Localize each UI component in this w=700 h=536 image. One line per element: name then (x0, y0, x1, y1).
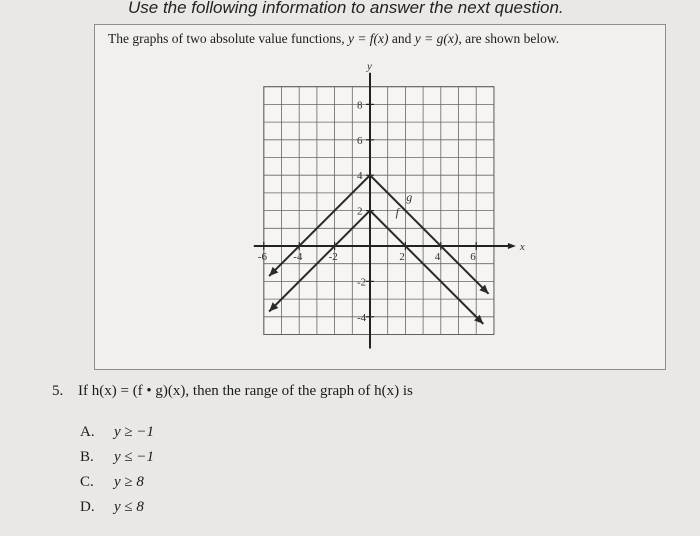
intro-pre: The graphs of two absolute value functions, (108, 31, 345, 46)
choice-a[interactable] (80, 420, 154, 445)
choice-text: y ≤ 8 (114, 499, 144, 515)
y-tick-label: 4 (357, 170, 363, 183)
x-tick-label: -4 (293, 251, 303, 263)
g-label: g (406, 189, 413, 204)
x-tick-label: -6 (257, 251, 267, 263)
choice-letter: C. (80, 474, 94, 490)
y-axis-label: y (367, 60, 372, 73)
intro-and: and (391, 31, 412, 46)
x-tick-label: -2 (328, 251, 338, 263)
f-equation: y = f(x) (347, 31, 389, 46)
choice-letter: D. (80, 499, 95, 515)
question-text: If h(x) = (f • g)(x), then the range of the graph of h(x) is (78, 383, 413, 399)
choice-c[interactable] (80, 470, 154, 495)
y-tick-label: -4 (357, 311, 367, 324)
instruction-header: Use the following information to answer the next question. (128, 0, 564, 17)
choice-d[interactable] (80, 495, 154, 520)
choice-text: y ≤ −1 (114, 449, 155, 465)
x-tick-label: 6 (470, 251, 476, 263)
choice-letter: A. (80, 424, 95, 440)
y-tick-label: 2 (357, 205, 363, 218)
choice-letter: B. (80, 449, 94, 465)
answer-choices (80, 420, 154, 520)
choice-text: y ≥ 8 (114, 474, 144, 490)
g-equation: y = g(x), (414, 31, 462, 46)
y-tick-label: 6 (357, 134, 363, 147)
x-tick-label: 4 (434, 251, 441, 263)
question-5 (52, 383, 413, 400)
y-tick-label: 8 (357, 99, 363, 112)
f-label: f (395, 204, 400, 219)
choice-b[interactable] (80, 445, 154, 470)
intro-post: are shown below. (465, 31, 560, 46)
x-axis-label: x (519, 241, 525, 253)
x-tick-label: 2 (399, 251, 405, 263)
question-number: 5. (52, 383, 64, 399)
x-axis-arrow (508, 243, 516, 249)
y-tick-label: -2 (357, 276, 367, 289)
choice-text: y ≥ −1 (114, 424, 155, 440)
